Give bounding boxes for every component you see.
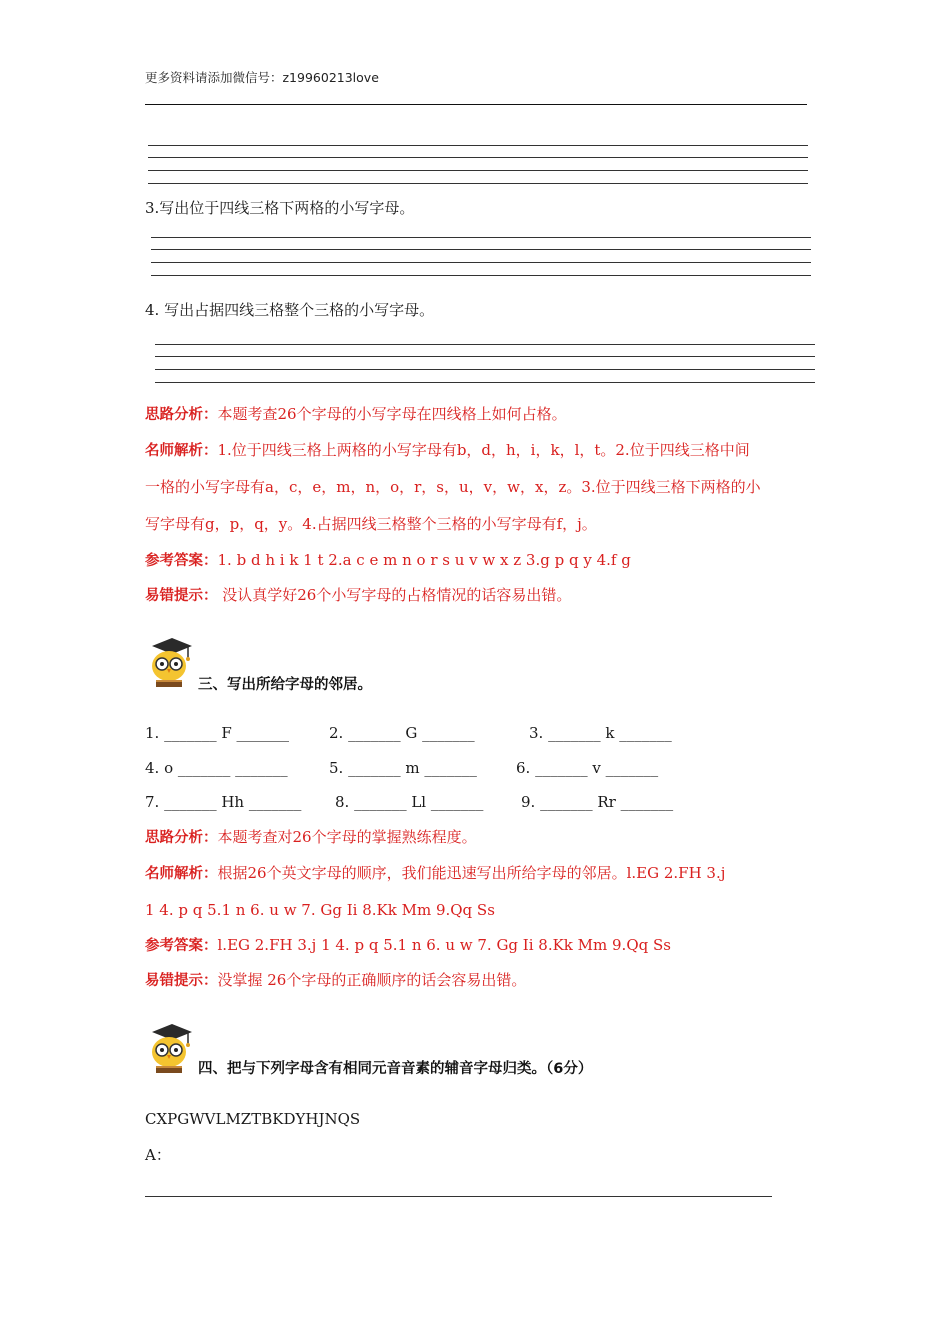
explain-row-part2-1 (145, 440, 750, 461)
answer-a-blank-line[interactable] (145, 1196, 772, 1197)
header-text: 更多资料请添加微信号：z19960213love (145, 70, 379, 85)
four-line-grid-q3[interactable] (151, 237, 811, 277)
neighbor-item-9: 9. _______ Rr _______ (521, 793, 674, 811)
explain-text: 根据26个英文字母的顺序，我们能迅速写出所给字母的邻居。l.EG 2.FH 3.j (217, 864, 726, 882)
owl-mascot-icon (144, 634, 194, 690)
analysis-row-part2 (145, 404, 567, 425)
answer-text: l.EG 2.FH 3.j 1 4. p q 5.1 n 6. u w 7. Gg Ii 8.Kk Mm 9.Qq Ss (217, 936, 671, 954)
tip-text: 没认真学好26个小写字母的占格情况的话容易出错。 (217, 586, 572, 604)
answer-label: 参考答案： (145, 553, 218, 569)
section-3-title: 三、写出所给字母的邻居。 (198, 677, 372, 693)
neighbor-item-2: 2. _______ G _______ (329, 724, 475, 742)
analysis-label: 思路分析： (145, 407, 218, 423)
analysis-row-part3 (145, 827, 477, 848)
answer-row-part2 (145, 550, 631, 571)
answer-text: 1. b d h i k 1 t 2.a c e m n o r s u v w x z 3.g p q y 4.f g (217, 551, 631, 569)
explain-row-part2-2: 一格的小写字母有a，c，e，m，n，o，r，s，u，v，w，x，z。3.位于四线三格下两格的小 (145, 478, 761, 496)
explain-row-part3-1 (145, 863, 725, 884)
tip-label: 易错提示： (145, 588, 218, 604)
analysis-text: 本题考查对26个字母的掌握熟练程度。 (217, 828, 477, 846)
owl-mascot-icon (144, 1020, 194, 1076)
neighbor-item-4: 4. o _______ _______ (145, 759, 288, 777)
tip-row-part3 (145, 970, 526, 991)
tip-label: 易错提示： (145, 973, 218, 989)
neighbor-item-3: 3. _______ k _______ (529, 724, 672, 742)
neighbor-item-5: 5. _______ m _______ (329, 759, 477, 777)
answer-label: 参考答案： (145, 938, 218, 954)
tip-text: 没掌握 26个字母的正确顺序的话会容易出错。 (217, 971, 527, 989)
answer-a-label: A： (145, 1146, 171, 1164)
header-rule (145, 104, 807, 105)
four-line-grid-q4[interactable] (155, 344, 815, 384)
letter-sequence: CXPGWVLMZTBKDYHJNQS (145, 1110, 361, 1128)
explain-row-part3-2: 1 4. p q 5.1 n 6. u w 7. Gg Ii 8.Kk Mm 9.Qq Ss (145, 901, 495, 919)
neighbor-item-1: 1. _______ F _______ (145, 724, 290, 742)
answer-row-part3 (145, 935, 671, 956)
four-line-grid-q2[interactable] (148, 145, 808, 185)
question-3: 3.写出位于四线三格下两格的小写字母。 (145, 199, 415, 217)
explain-label: 名师解析： (145, 866, 218, 882)
explain-label: 名师解析： (145, 443, 218, 459)
tip-row-part2 (145, 585, 571, 606)
explain-row-part2-3: 写字母有g，p，q，y。4.占据四线三格整个三格的小写字母有f，j。 (145, 515, 597, 533)
analysis-text: 本题考查26个字母的小写字母在四线格上如何占格。 (217, 405, 567, 423)
question-4: 4. 写出占据四线三格整个三格的小写字母。 (145, 301, 435, 319)
neighbor-item-7: 7. _______ Hh _______ (145, 793, 302, 811)
analysis-label: 思路分析： (145, 830, 218, 846)
neighbor-item-8: 8. _______ Ll _______ (335, 793, 484, 811)
section-4-title: 四、把与下列字母含有相同元音音素的辅音字母归类。（6分） (198, 1061, 593, 1077)
neighbor-item-6: 6. _______ v _______ (516, 759, 659, 777)
explain-text: 1.位于四线三格上两格的小写字母有b，d，h，i，k，l，t。2.位于四线三格中间 (217, 441, 750, 459)
